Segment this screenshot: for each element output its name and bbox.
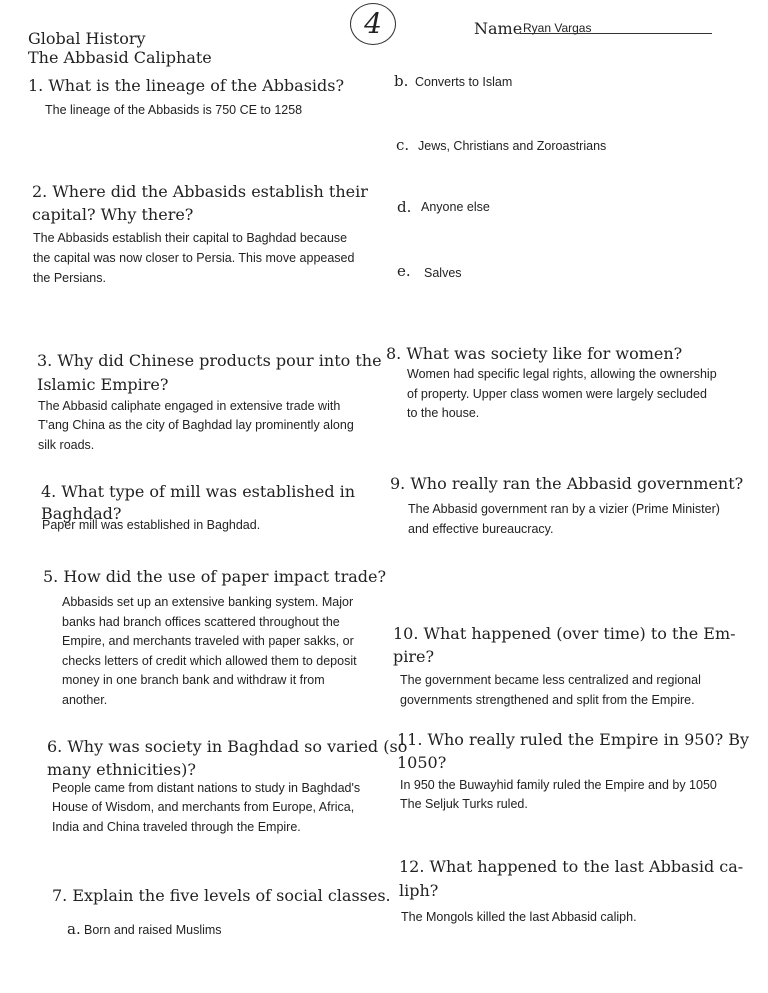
question-11-line2: 1050?	[397, 753, 447, 772]
question-8: 8. What was society like for women?	[386, 344, 683, 363]
answer-5-line3[interactable]: Empire, and merchants traveled with paper sakks, or	[62, 634, 354, 648]
answer-9-line2[interactable]: and effective bureaucracy.	[408, 522, 554, 536]
class-c-label: c.	[396, 136, 410, 154]
question-12-line2: liph?	[399, 881, 439, 900]
answer-10-line1[interactable]: The government became less centralized and regional	[400, 673, 701, 687]
answer-8-line2[interactable]: of property. Upper class women were largely secluded	[407, 387, 707, 401]
question-3-line2: Islamic Empire?	[37, 375, 169, 394]
topic-title: The Abbasid Caliphate	[28, 48, 212, 67]
class-e-label: e.	[397, 262, 411, 280]
answer-10-line2[interactable]: governments strengthened and split from the Empire.	[400, 693, 695, 707]
answer-5-line6[interactable]: another.	[62, 693, 108, 707]
question-9: 9. Who really ran the Abbasid government?	[390, 474, 744, 493]
question-3-line1: 3. Why did Chinese products pour into the	[37, 351, 382, 370]
question-11-line1: 11. Who really ruled the Empire in 950? By	[397, 730, 750, 749]
question-10-line2: pire?	[393, 647, 435, 666]
question-2-line1: 2. Where did the Abbasids establish their	[32, 182, 368, 201]
question-10-line1: 10. What happened (over time) to the Em-	[393, 624, 736, 643]
name-label: Name	[474, 19, 523, 38]
answer-5-line2[interactable]: banks had branch offices scattered throughout the	[62, 615, 340, 629]
page-number-circle: 4	[350, 3, 396, 45]
answer-11-line1[interactable]: In 950 the Buwayhid family ruled the Empire and by 1050	[400, 778, 717, 792]
answer-9-line1[interactable]: The Abbasid government ran by a vizier (Prime Minister)	[408, 502, 720, 516]
class-c-answer[interactable]: Jews, Christians and Zoroastrians	[418, 139, 607, 153]
question-2-line2: capital? Why there?	[32, 205, 194, 224]
answer-8-line1[interactable]: Women had specific legal rights, allowing the ownership	[407, 367, 717, 381]
question-12-line1: 12. What happened to the last Abbasid ca-	[399, 857, 744, 876]
question-1: 1. What is the lineage of the Abbasids?	[28, 76, 345, 95]
answer-3-line1[interactable]: The Abbasid caliphate engaged in extensive trade with	[38, 399, 341, 413]
answer-1[interactable]: The lineage of the Abbasids is 750 CE to 1258	[45, 103, 303, 117]
answer-12[interactable]: The Mongols killed the last Abbasid caliph.	[401, 910, 637, 924]
answer-6-line3[interactable]: India and China traveled through the Empire.	[52, 820, 301, 834]
question-5: 5. How did the use of paper impact trade?	[43, 567, 387, 586]
answer-6-line1[interactable]: People came from distant nations to study in Baghdad's	[52, 781, 361, 795]
class-a-answer[interactable]: Born and raised Muslims	[84, 923, 222, 937]
question-6-line1: 6. Why was society in Baghdad so varied (so	[47, 737, 408, 756]
course-title: Global History	[28, 29, 146, 48]
answer-2-line2[interactable]: the capital was now closer to Persia. This move appeased	[33, 251, 355, 265]
class-a-label: a.	[67, 920, 81, 938]
answer-8-line3[interactable]: to the house.	[407, 406, 480, 420]
class-e-answer[interactable]: Salves	[424, 266, 462, 280]
class-d-answer[interactable]: Anyone else	[421, 200, 490, 214]
class-d-label: d.	[397, 198, 412, 216]
answer-11-line2[interactable]: The Seljuk Turks ruled.	[400, 797, 528, 811]
answer-5-line1[interactable]: Abbasids set up an extensive banking system. Major	[62, 595, 354, 609]
answer-5-line4[interactable]: checks letters of credit which allowed them to deposit	[62, 654, 357, 668]
name-value[interactable]: Ryan Vargas	[523, 21, 592, 35]
answer-3-line2[interactable]: T'ang China as the city of Baghdad lay prominently along	[38, 418, 354, 432]
answer-6-line2[interactable]: House of Wisdom, and merchants from Europe, Africa,	[52, 800, 355, 814]
answer-2-line3[interactable]: the Persians.	[33, 271, 106, 285]
answer-2-line1[interactable]: The Abbasids establish their capital to Baghdad because	[33, 231, 348, 245]
class-b-label: b.	[394, 72, 409, 90]
question-4-line1: 4. What type of mill was established in	[41, 482, 356, 501]
class-b-answer[interactable]: Converts to Islam	[415, 75, 513, 89]
question-6-line2: many ethnicities)?	[47, 760, 196, 779]
name-underline	[520, 33, 712, 34]
answer-4[interactable]: Paper mill was established in Baghdad.	[42, 518, 261, 532]
question-7: 7. Explain the five levels of social classes.	[52, 886, 391, 905]
answer-3-line3[interactable]: silk roads.	[38, 438, 95, 452]
question-4-line2: Baghdad?	[41, 504, 122, 523]
answer-5-line5[interactable]: money in one branch bank and withdraw it from	[62, 673, 325, 687]
